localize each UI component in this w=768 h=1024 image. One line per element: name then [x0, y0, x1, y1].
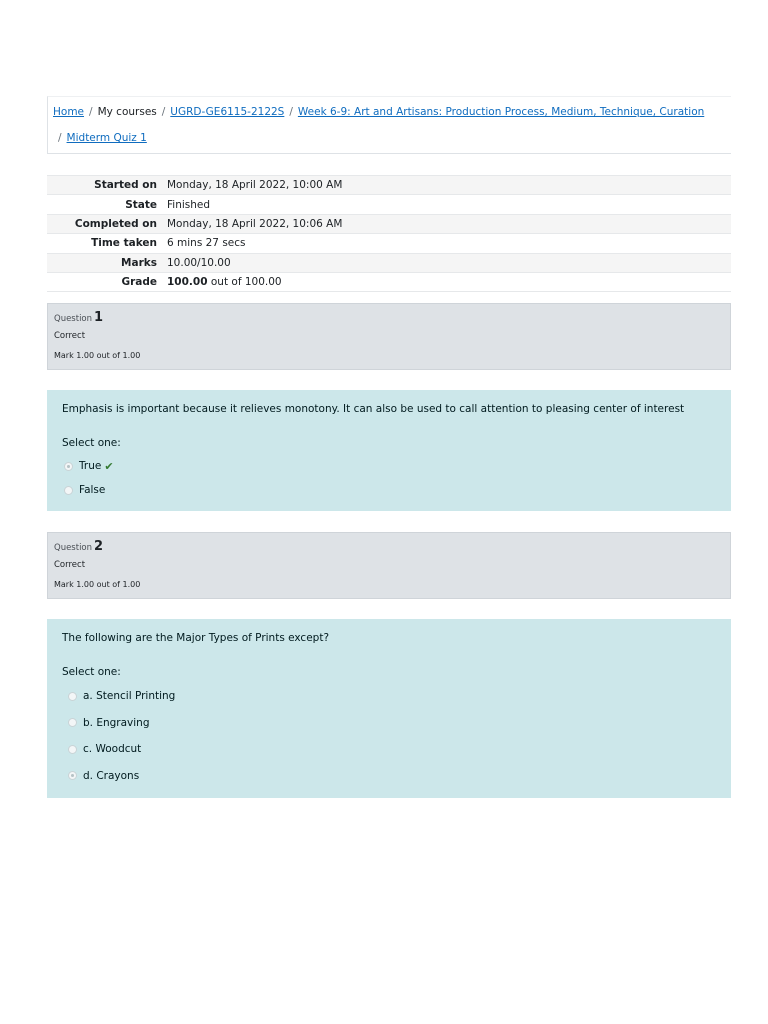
- radio-icon[interactable]: [68, 718, 77, 727]
- breadcrumb-course-link[interactable]: UGRD-GE6115-2122S: [170, 106, 285, 118]
- summary-row-completed: [47, 214, 731, 233]
- summary-label: Grade: [121, 276, 157, 289]
- question-1-content: [47, 390, 731, 511]
- summary-label: Marks: [121, 256, 157, 269]
- summary-value: Monday, 18 April 2022, 10:00 AM: [167, 179, 343, 192]
- summary-value: 6 mins 27 secs: [167, 237, 246, 250]
- breadcrumb-separator: /: [58, 132, 62, 144]
- breadcrumb-separator: /: [161, 106, 166, 118]
- answer-options: [62, 683, 716, 789]
- option-true[interactable]: [62, 454, 716, 478]
- question-grade: Mark 1.00 out of 1.00: [54, 351, 141, 360]
- breadcrumb-separator: /: [89, 106, 93, 118]
- summary-value: Finished: [167, 198, 211, 211]
- question-number: Question 1: [54, 310, 104, 325]
- summary-row-time-taken: [47, 234, 731, 253]
- question-2-info: [47, 532, 731, 599]
- radio-selected-icon[interactable]: [64, 462, 73, 471]
- summary-row-started: [47, 176, 731, 195]
- breadcrumb-section-link[interactable]: Week 6-9: Art and Artisans: Production Process, Medium, Technique, Curation: [297, 106, 705, 118]
- radio-icon[interactable]: [68, 745, 77, 754]
- summary-row-marks: [47, 253, 731, 272]
- summary-value: 10.00/10.00: [167, 256, 231, 269]
- radio-selected-icon[interactable]: [68, 771, 77, 780]
- breadcrumb-home-link[interactable]: Home: [53, 106, 85, 118]
- summary-value: [162, 272, 731, 291]
- attempt-summary-table: [47, 175, 731, 292]
- question-1-info: [47, 303, 731, 370]
- breadcrumb: [47, 96, 731, 154]
- option-label: b. Engraving: [83, 716, 150, 729]
- grade-out-of: out of 100.00: [207, 276, 282, 289]
- breadcrumb-separator: /: [289, 106, 293, 118]
- grade-score: 100.00: [167, 276, 208, 289]
- option-false[interactable]: [62, 478, 716, 502]
- breadcrumb-quiz-link[interactable]: Midterm Quiz 1: [66, 132, 147, 144]
- summary-label: Started on: [94, 179, 157, 192]
- radio-icon[interactable]: [68, 692, 77, 701]
- summary-value: Monday, 18 April 2022, 10:06 AM: [167, 217, 343, 230]
- summary-label: Completed on: [74, 217, 157, 230]
- summary-label: State: [125, 198, 157, 211]
- summary-row-grade: [47, 272, 731, 291]
- question-state: Correct: [54, 560, 86, 570]
- question-number: Question 2: [54, 539, 104, 554]
- option-c[interactable]: [62, 736, 716, 763]
- option-label: d. Crayons: [83, 769, 140, 782]
- option-b[interactable]: [62, 710, 716, 737]
- summary-row-state: [47, 195, 731, 214]
- radio-icon[interactable]: [64, 486, 73, 495]
- select-one-prompt: Select one:: [62, 666, 121, 678]
- question-grade: Mark 1.00 out of 1.00: [54, 580, 141, 589]
- option-d[interactable]: [62, 763, 716, 790]
- question-2-content: [47, 619, 731, 798]
- option-a[interactable]: [62, 683, 716, 710]
- check-icon: ✔: [104, 459, 114, 473]
- answer-options: [62, 454, 716, 502]
- question-text: Emphasis is important because it relieves monotony. It can also be used to call attention to pleasing center of interest: [62, 403, 685, 415]
- summary-label: Time taken: [91, 237, 157, 250]
- option-label: a. Stencil Printing: [83, 690, 176, 703]
- option-label: False: [79, 484, 106, 496]
- breadcrumb-my-courses: My courses: [97, 106, 157, 118]
- question-state: Correct: [54, 331, 86, 341]
- select-one-prompt: Select one:: [62, 437, 121, 449]
- option-label: True: [79, 460, 102, 472]
- question-text: The following are the Major Types of Prints except?: [62, 632, 330, 644]
- option-label: c. Woodcut: [83, 743, 142, 756]
